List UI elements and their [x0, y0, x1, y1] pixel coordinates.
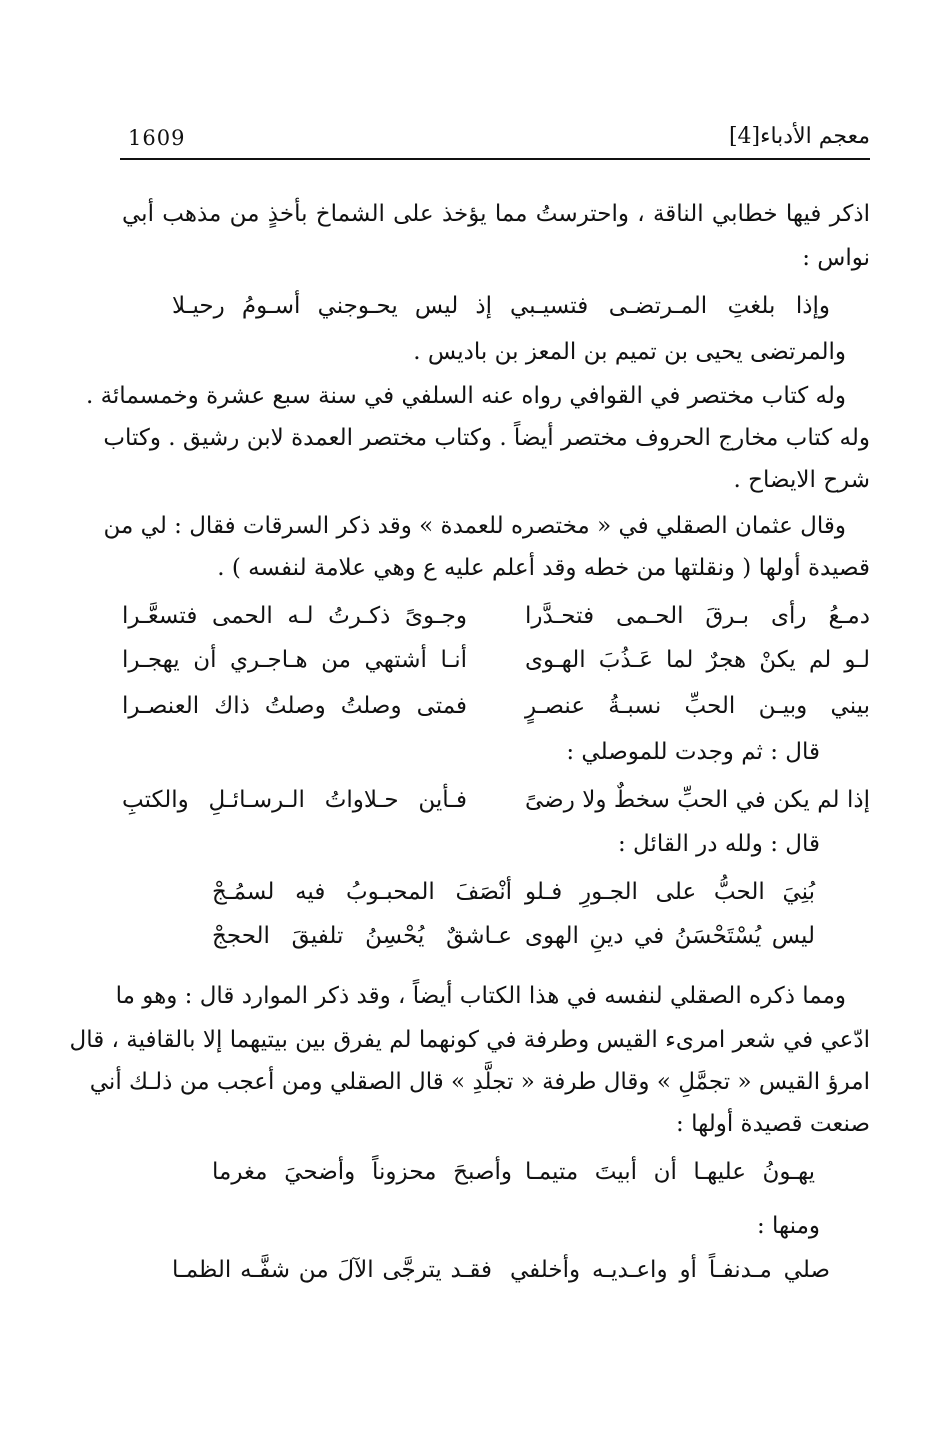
- verse-second-hemistich: فمتى وصلتُ وصلتُ ذاك العنصـرا: [122, 693, 467, 719]
- verse-line: [122, 288, 870, 324]
- text-line: اذكر فيها خطابي الناقة ، واحترستُ مما يؤخذ على الشماخ بأخذٍ من مذهب أبي: [122, 201, 870, 227]
- verse-line: [122, 874, 870, 910]
- verse-line: [122, 642, 870, 678]
- verse-second-hemistich: إذ ليس يحـوجني أسـومُ رحيـلا: [172, 293, 492, 319]
- verse-line: [122, 918, 870, 954]
- verse-first-hemistich: ليس يُسْتَحْسَنُ في دينِ الهوى: [525, 923, 815, 949]
- text-line: وله كتاب مختصر في القوافي رواه عنه السلفي في سنة سبع عشرة وخمسمائة .: [85, 383, 846, 409]
- verse-line: [122, 598, 870, 634]
- verse-second-hemistich: أنْصَفَ المحبـوبُ فيه لسمُـجْ: [212, 879, 512, 905]
- verse-second-hemistich: أنـا أشتهي من هـاجـري أن يهجـرا: [122, 647, 467, 673]
- text-line: والمرتضى يحيى بن تميم بن المعز بن باديس .: [413, 339, 846, 365]
- verse-first-hemistich: بيني وبيـن الحبِّ نسبـةُ عنصـرٍ: [525, 693, 870, 719]
- header-rule: [120, 158, 870, 160]
- text-line: صنعت قصيدة أولها :: [676, 1111, 870, 1137]
- verse-first-hemistich: دمـعُ رأى بـرقَ الحـمى فتحـدَّرا: [525, 603, 870, 629]
- text-line: امرؤ القيس « تجمَّلِ » وقال طرفة « تجلَّدِ » قال الصقلي ومن أعجب من ذلـك أني: [89, 1069, 870, 1095]
- text-line: وقال عثمان الصقلي في « مختصره للعمدة » وقد ذكر السرقات فقال : لي من: [103, 513, 846, 539]
- text-line: قال : ولله در القائل :: [617, 831, 820, 857]
- verse-first-hemistich: صلي مـدنفـاً أو واعـديـه وأخلفي: [510, 1257, 830, 1283]
- verse-line: [122, 1252, 870, 1288]
- verse-first-hemistich: يهـونُ عليهـا أن أبيتَ متيمـا: [525, 1159, 815, 1185]
- verse-first-hemistich: لـو لم يكنْ هجرٌ لما عَـذُبَ الهـوى: [525, 647, 870, 673]
- verse-second-hemistich: وجـوىً ذكـرتُ لـه الحمى فتسعَّـرا: [122, 603, 467, 629]
- verse-line: [122, 1154, 870, 1190]
- verse-line: [122, 782, 870, 818]
- verse-first-hemistich: بُنِيَ الحبُّ على الجـورِ فـلو: [525, 879, 815, 905]
- text-line: قال : ثم وجدت للموصلي :: [566, 739, 820, 765]
- text-line: ادّعي في شعر امرىء القيس وطرفة في كونهما لم يفرق بين بيتيهما إلا بالقافية ، قال: [69, 1027, 870, 1053]
- text-line: نواس :: [802, 245, 870, 271]
- page-header: [120, 118, 870, 158]
- verse-first-hemistich: إذا لم يكن في الحبِّ سخطٌ ولا رضىً: [525, 787, 870, 813]
- running-title: معجم الأدباء[4]: [728, 124, 870, 149]
- verse-second-hemistich: عـاشقٌ يُحْسِنُ تلفيقَ الحججْ: [212, 923, 512, 949]
- text-line: وله كتاب مخارج الحروف مختصر أيضاً . وكتاب مختصر العمدة لابن رشيق . وكتاب: [103, 425, 870, 451]
- verse-first-hemistich: وإذا بلغتِ المـرتضـى فتسيـبي: [510, 293, 830, 319]
- verse-second-hemistich: فـأين حـلاواتُ الـرسـائـلِ والكتبِ: [122, 787, 467, 813]
- text-line: شرح الايضاح .: [733, 467, 870, 493]
- verse-second-hemistich: وأصبحَ محزوناً وأضحيَ مغرما: [212, 1159, 512, 1185]
- verse-line: [122, 688, 870, 724]
- page-number: 1609: [128, 126, 186, 150]
- text-line: ومنها :: [756, 1213, 820, 1239]
- text-line: ومما ذكره الصقلي لنفسه في هذا الكتاب أيضاً ، وقد ذكر الموارد قال : وهو ما: [115, 983, 846, 1009]
- verse-second-hemistich: فقـد يترجَّى الآلَ من شفَّـه الظمـا: [172, 1257, 492, 1283]
- text-line: قصيدة أولها ( ونقلتها من خطه وقد أعلم عليه ع وهي علامة لنفسه ) .: [217, 555, 870, 581]
